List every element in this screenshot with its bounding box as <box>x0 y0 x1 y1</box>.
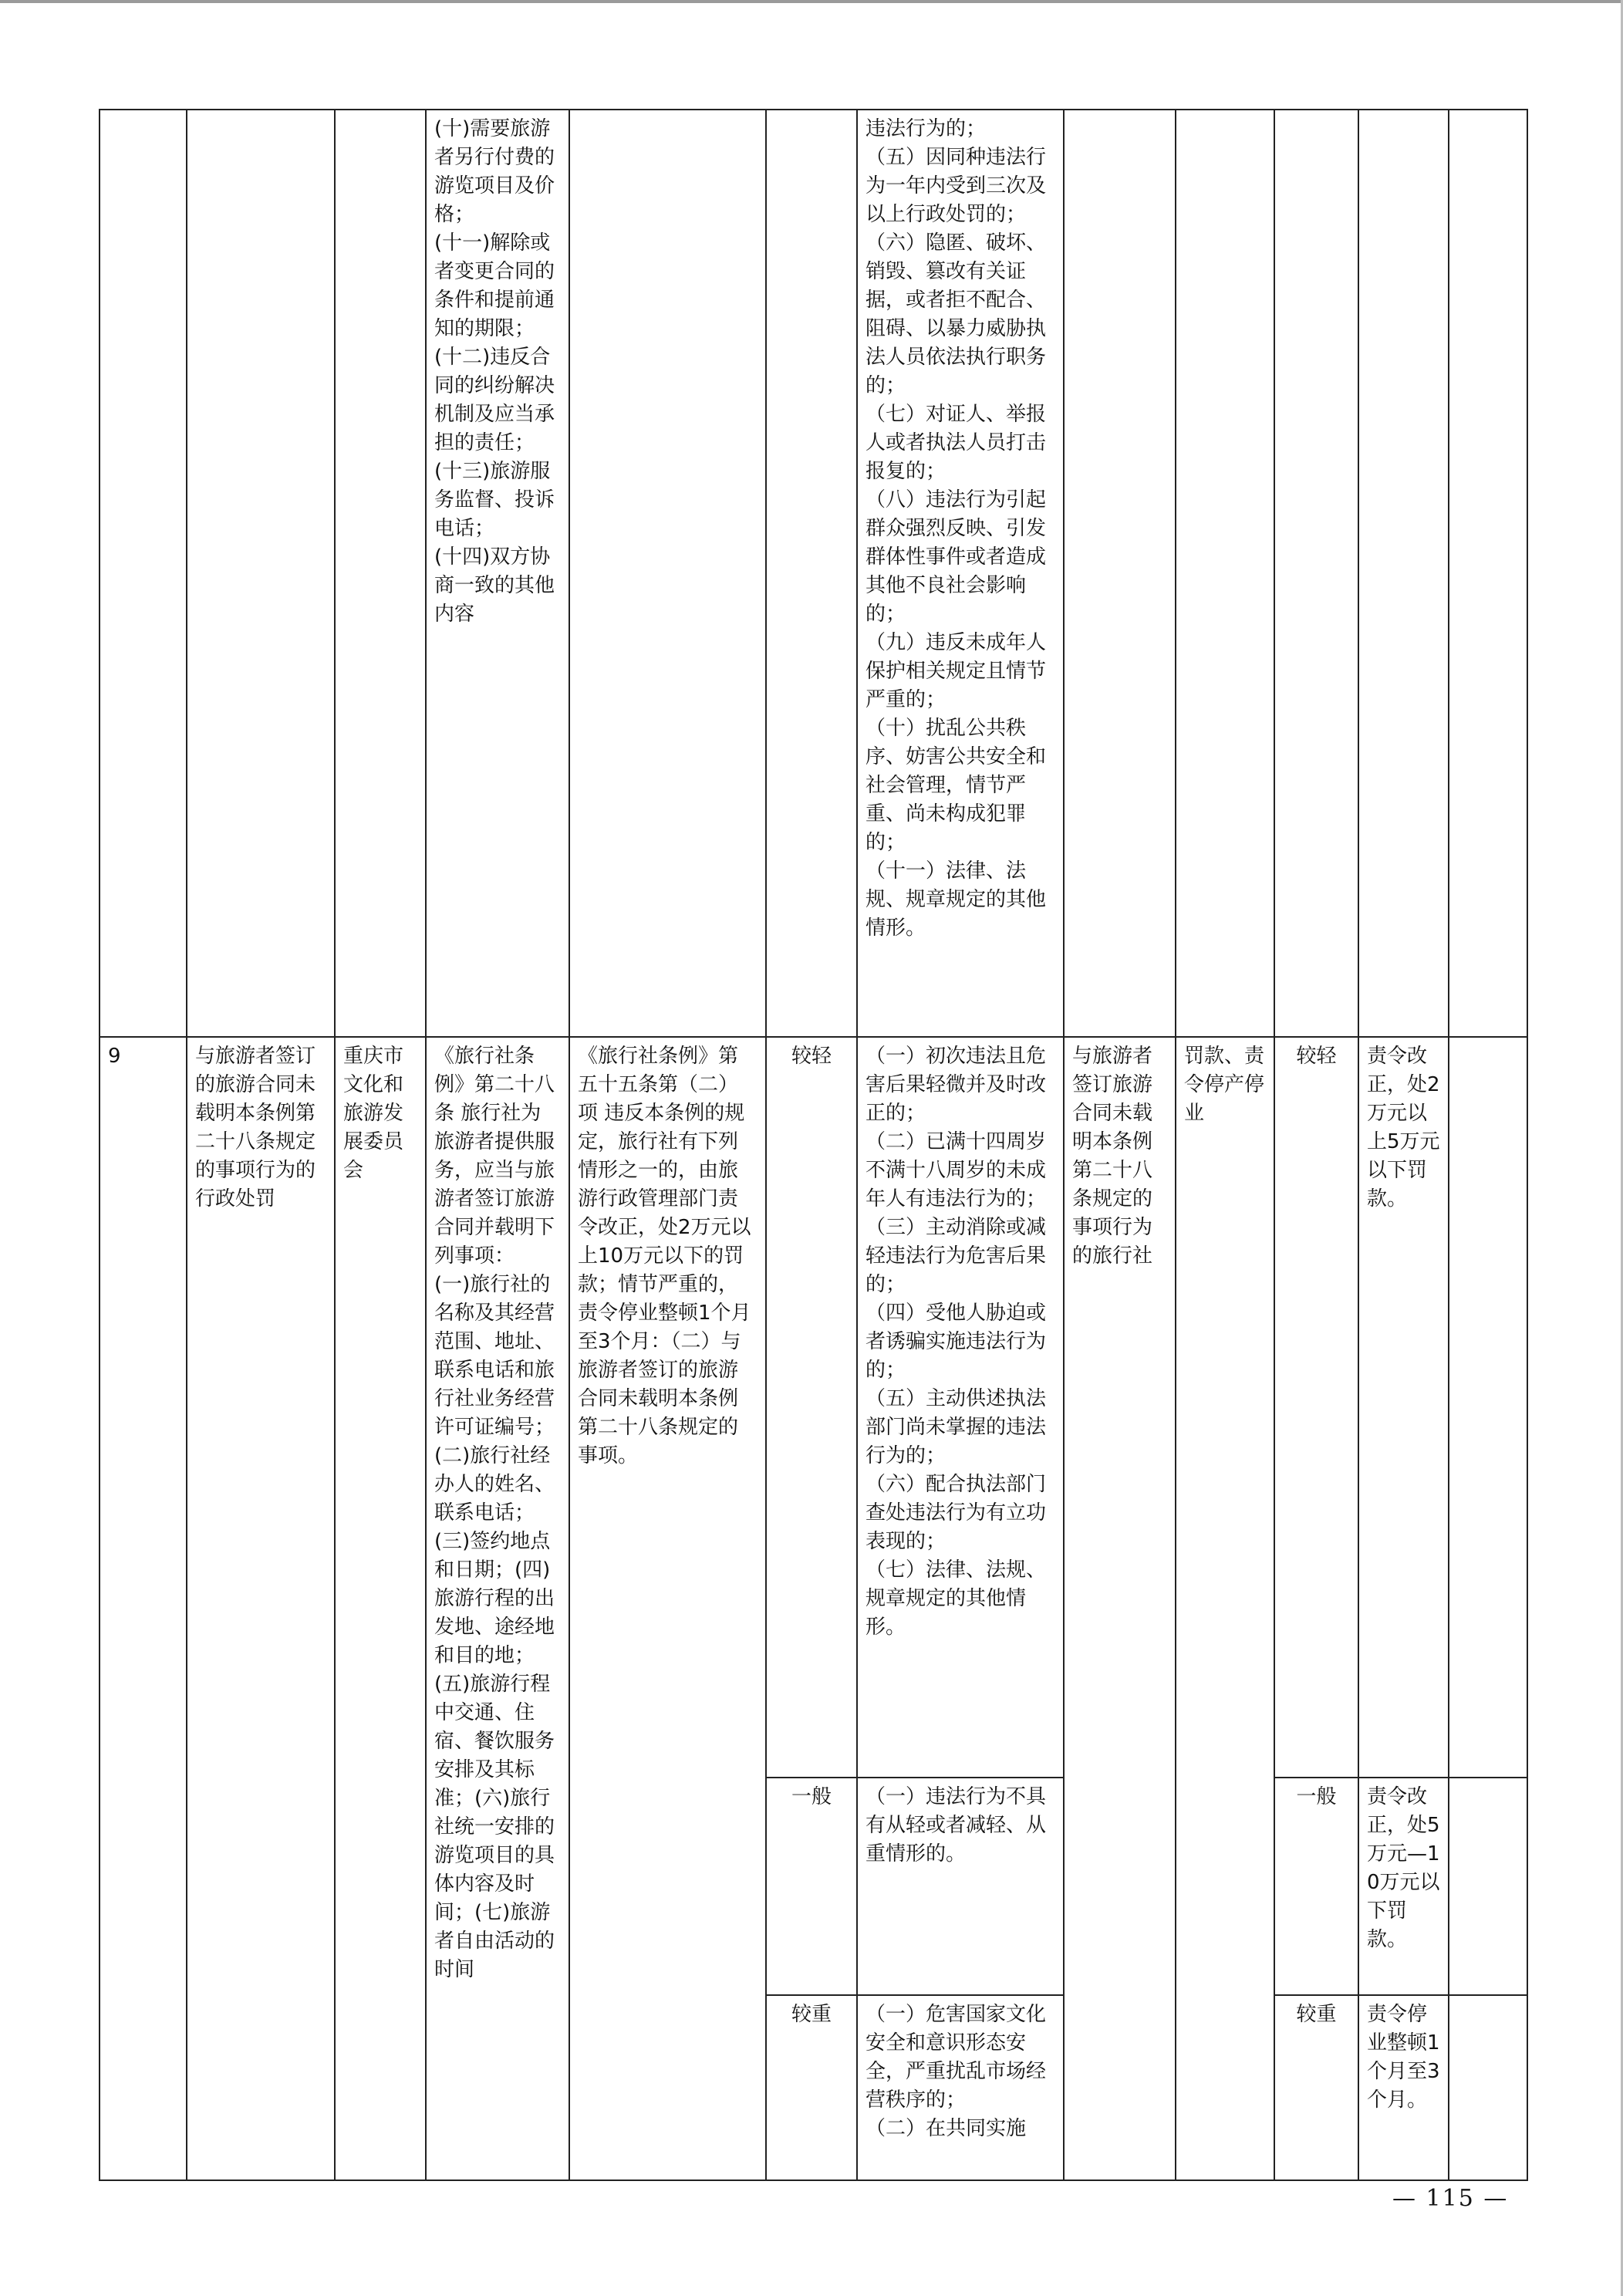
cell-remark <box>1449 110 1527 1037</box>
cell-no <box>100 110 187 1037</box>
cell-remark <box>1449 1995 1527 2180</box>
cell-remark <box>1449 1037 1527 1778</box>
cell-level: 较轻 <box>766 1037 857 1778</box>
cell-item: 与旅游者签订的旅游合同未载明本条例第二十八条规定的事项行为的行政处罚 <box>187 1037 335 2180</box>
cell-legal-basis: 《旅行社条例》第二十八条 旅行社为旅游者提供服务，应当与旅游者签订旅游合同并载明下列事项： (一)旅行社的名称及其经营范围、地址、联系电话和旅行社业务经营许可证编号；(二)旅行社经办人的姓名、联系电话；(三)签约地点和日期；(四)旅游行程的出发地、途经地和目的地；(五)旅游行程中交通、住宿、餐饮服务安排及其标准；(六)旅行社统一安排的游览项目的具体内容及时间；(七)旅游者自由活动的时间 <box>426 1037 569 2180</box>
cell-level <box>766 110 857 1037</box>
cell-conditions: 违法行为的； （五）因同种违法行为一年内受到三次及以上行政处罚的； （六）隐匿、破坏、销毁、篡改有关证据，或者拒不配合、阻碍、以暴力威胁执法人员依法执行职务的； （七）对证人、举报人或者执法人员打击报复的； （八）违法行为引起群众强烈反映、引发群体性事件或者造成其他不良社会影响的； （九）违反未成年人保护相关规定且情节严重的； （十）扰乱公共秩序、妨害公共安全和社会管理，情节严重、尚未构成犯罪的； （十一）法律、法规、规章规定的其他情形。 <box>857 110 1064 1037</box>
cell-level-2: 一般 <box>1274 1778 1358 1995</box>
cell-level-2: 较重 <box>1274 1995 1358 2180</box>
cell-level: 一般 <box>766 1778 857 1995</box>
cell-dept: 重庆市文化和旅游发展委员会 <box>335 1037 426 2180</box>
cell-conditions: （一）初次违法且危害后果轻微并及时改正的； （二）已满十四周岁不满十八周岁的未成年人有违法行为的； （三）主动消除或减轻违法行为危害后果的； （四）受他人胁迫或者诱骗实施违法行为的； （五）主动供述执法部门尚未掌握的违法行为的； （六）配合执法部门查处违法行为有立功表现的； （七）法律、法规、规章规定的其他情形。 <box>857 1037 1064 1778</box>
table-row-9 <box>100 1037 1527 1778</box>
table-row-continuation <box>100 110 1527 1037</box>
cell-level-2: 较轻 <box>1274 1037 1358 1778</box>
cell-standard <box>1358 110 1449 1037</box>
cell-level: 较重 <box>766 1995 857 2180</box>
page-top-border <box>0 0 1623 3</box>
cell-penalty-basis: 《旅行社条例》第五十五条第（二）项 违反本条例的规定，旅行社有下列情形之一的，由旅游行政管理部门责令改正，处2万元以上10万元以下的罚款；情节严重的，责令停业整顿1个月至3个月：（二）与旅游者签订的旅游合同未载明本条例第二十八条规定的事项。 <box>569 1037 766 2180</box>
cell-penalty-type: 罚款、责令停产停业 <box>1176 1037 1274 2180</box>
penalty-discretion-table <box>99 109 1528 2181</box>
cell-level-2 <box>1274 110 1358 1037</box>
cell-standard: 责令停业整顿1个月至3个月。 <box>1358 1995 1449 2180</box>
cell-standard: 责令改正，处2万元以上5万元以下罚款。 <box>1358 1037 1449 1778</box>
cell-legal-basis: (十)需要旅游者另行付费的游览项目及价格； (十一)解除或者变更合同的条件和提前通知的期限；(十二)违反合同的纠纷解决机制及应当承担的责任； (十三)旅游服务监督、投诉电话； (十四)双方协商一致的其他内容 <box>426 110 569 1037</box>
cell-subject <box>1064 110 1176 1037</box>
page-number: — 115 — <box>1392 2185 1509 2212</box>
cell-remark <box>1449 1778 1527 1995</box>
cell-penalty-basis <box>569 110 766 1037</box>
cell-conditions: （一）违法行为不具有从轻或者减轻、从重情形的。 <box>857 1778 1064 1995</box>
cell-subject: 与旅游者签订旅游合同未载明本条例第二十八条规定的事项行为的旅行社 <box>1064 1037 1176 2180</box>
cell-standard: 责令改正，处5万元—10万元以下罚款。 <box>1358 1778 1449 1995</box>
cell-no: 9 <box>100 1037 187 2180</box>
cell-conditions: （一）危害国家文化安全和意识形态安全，严重扰乱市场经营秩序的； （二）在共同实施 <box>857 1995 1064 2180</box>
cell-dept <box>335 110 426 1037</box>
cell-item <box>187 110 335 1037</box>
cell-penalty-type <box>1176 110 1274 1037</box>
